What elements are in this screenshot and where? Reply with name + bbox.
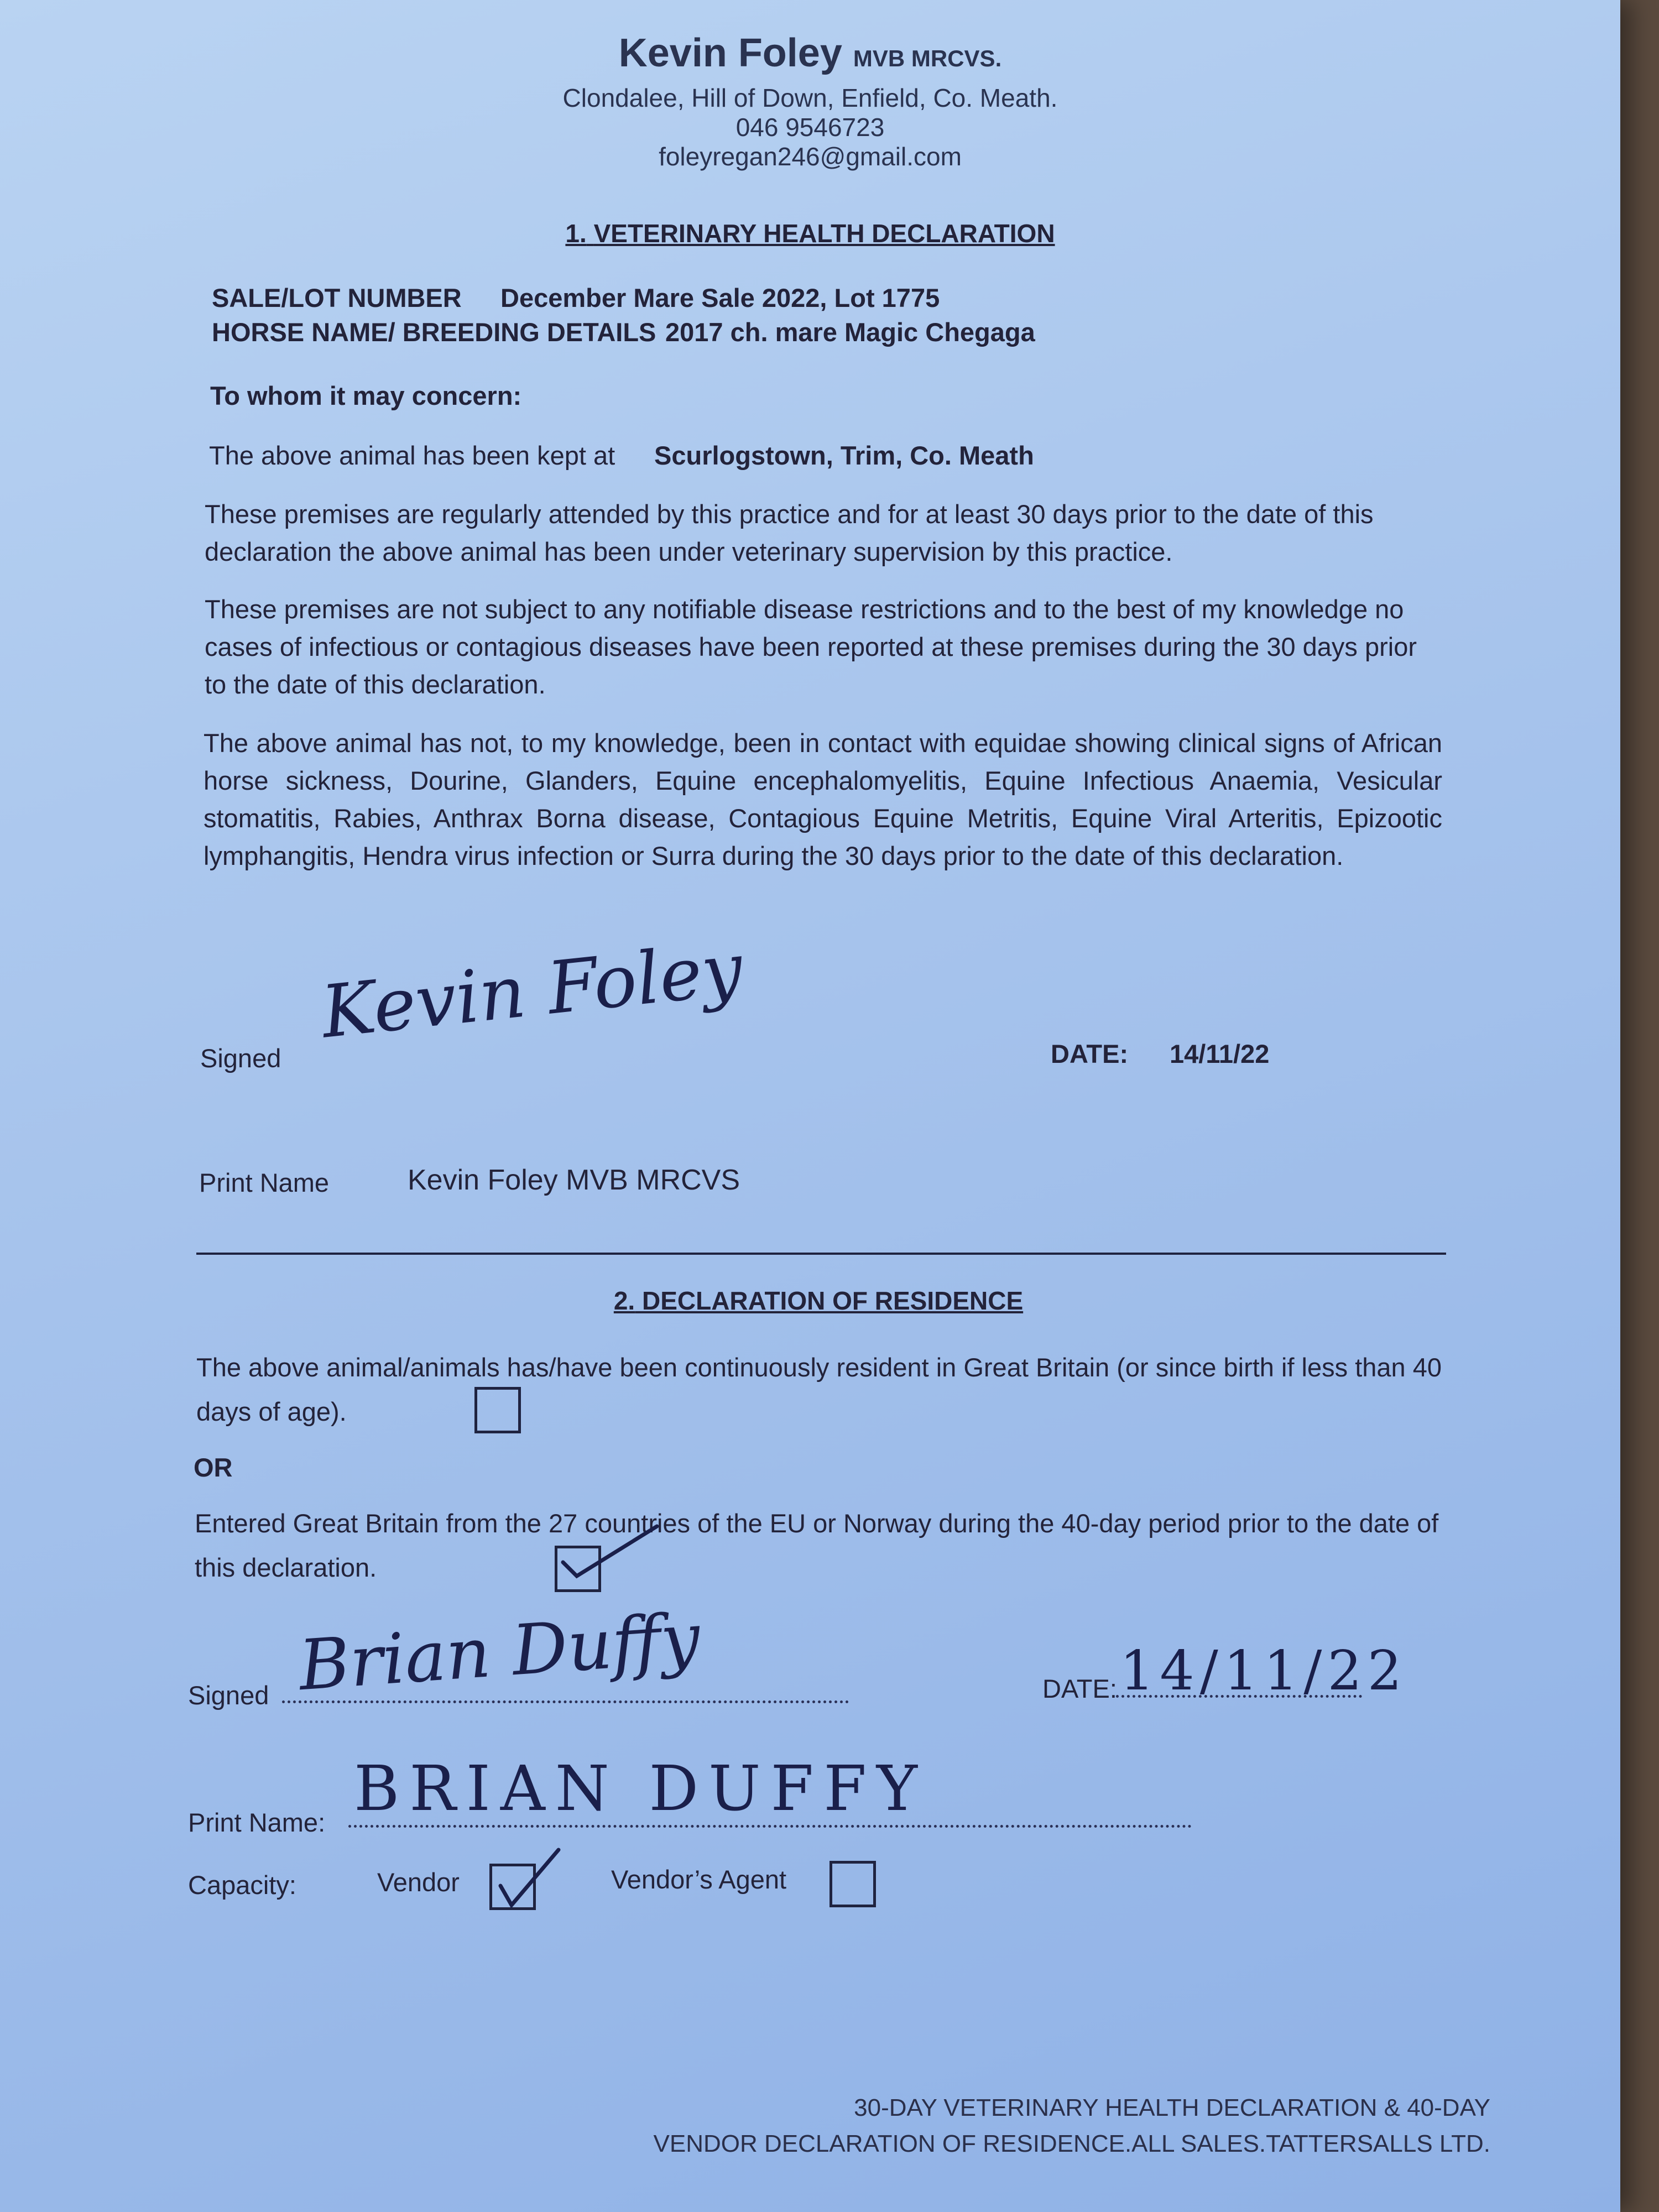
section1-title: [0, 218, 1620, 248]
date-label-2: DATE:: [1042, 1674, 1117, 1703]
salutation: To whom it may concern:: [210, 381, 522, 410]
capacity-label: Capacity:: [188, 1870, 296, 1900]
or-label: OR: [194, 1453, 233, 1482]
resident-checkbox[interactable]: [474, 1387, 521, 1433]
horse-details-label: HORSE NAME/ BREEDING DETAILS: [212, 317, 656, 347]
entered-checkbox[interactable]: [555, 1546, 601, 1592]
vendor-label: Vendor: [377, 1867, 460, 1897]
section2-title: [0, 1286, 1620, 1316]
section-divider: [196, 1253, 1446, 1255]
signed-label-2: Signed: [188, 1681, 269, 1710]
vendor-checkbox[interactable]: [489, 1864, 536, 1910]
entered-option-text: [195, 1501, 1444, 1590]
date-value-2: 14/11/22: [1120, 1640, 1408, 1703]
resident-option-label: The above animal/animals has/have been continuously resident in Great Britain (or since birth if less than 40 days of age).: [196, 1353, 1442, 1426]
signed-label-1: Signed: [200, 1044, 281, 1073]
vet-email: foleyregan246@gmail.com: [659, 142, 962, 171]
entered-option-label: Entered Great Britain from the 27 countries of the EU or Norway during the 40-day period prior to the date of this declaration.: [195, 1509, 1439, 1582]
disease-restrictions-paragraph: These premises are not subject to any notifiable disease restrictions and to the best of my knowledge no cases of infectious or contagious diseases have been reported at these premises during the 30 days prior to the date of this declaration.: [205, 594, 1417, 699]
date-value-1: 14/11/22: [1170, 1039, 1270, 1068]
footer-line-1: 30-DAY VETERINARY HEALTH DECLARATION & 40-DAY: [854, 2094, 1490, 2121]
kept-at-value: Scurlogstown, Trim, Co. Meath: [654, 441, 1034, 470]
kept-at-text: The above animal has been kept at: [209, 441, 615, 470]
vendor-signature: Brian Duffy: [296, 1598, 703, 1707]
supervision-paragraph: These premises are regularly attended by this practice and for at least 30 days prior to the date of this declaration the above animal has been under veterinary supervision by this practice.: [205, 499, 1374, 566]
print-name-label-2: Print Name:: [188, 1808, 326, 1837]
sale-lot-value: December Mare Sale 2022, Lot 1775: [500, 283, 940, 312]
checkmark-icon: [487, 1841, 575, 1908]
vet-name: Kevin Foley: [618, 31, 842, 75]
vet-signature: Kevin Foley: [317, 926, 747, 1055]
sale-lot-label: SALE/LOT NUMBER: [212, 283, 462, 312]
horse-details-value: 2017 ch. mare Magic Chegaga: [665, 317, 1035, 347]
section2-title-text: DECLARATION OF RESIDENCE: [641, 1286, 1024, 1315]
print-name-dotted-line: [348, 1825, 1192, 1828]
vendor-agent-label: Vendor’s Agent: [611, 1865, 787, 1894]
section1-number: 1.: [565, 219, 587, 248]
vet-phone: 046 9546723: [735, 113, 885, 142]
vendor-agent-checkbox[interactable]: [830, 1861, 876, 1907]
footer-line-2: VENDOR DECLARATION OF RESIDENCE.ALL SALES.TATTERSALLS LTD.: [653, 2130, 1490, 2157]
print-name-label-1: Print Name: [199, 1168, 330, 1197]
section1-title-text: VETERINARY HEALTH DECLARATION: [593, 219, 1055, 248]
resident-option-text: [196, 1345, 1446, 1434]
date-label-1: DATE:: [1051, 1039, 1129, 1068]
vet-address: Clondalee, Hill of Down, Enfield, Co. Meath.: [562, 84, 1058, 112]
print-name-value-1: Kevin Foley MVB MRCVS: [408, 1164, 740, 1196]
contact-paragraph: The above animal has not, to my knowledge, been in contact with equidae showing clinical signs of African horse sickness, Dourine, Glanders, Equine encephalomyelitis, Equine Infectious Anaemia, Vesicular stomatitis, Rabies, Anthrax Borna disease, Contagious Equine Metritis, Equine Viral Arteritis, Epizootic lymphangitis, Hendra virus infection or Surra during the 30 days prior to the date of this declaration.: [204, 728, 1442, 870]
checkmark-icon: [546, 1510, 668, 1582]
print-name-value-2: BRIAN DUFFY: [354, 1753, 927, 1825]
vet-qualifications: MVB MRCVS.: [853, 45, 1002, 71]
section2-number: 2.: [613, 1286, 635, 1315]
vet-name-heading: [0, 30, 1620, 76]
